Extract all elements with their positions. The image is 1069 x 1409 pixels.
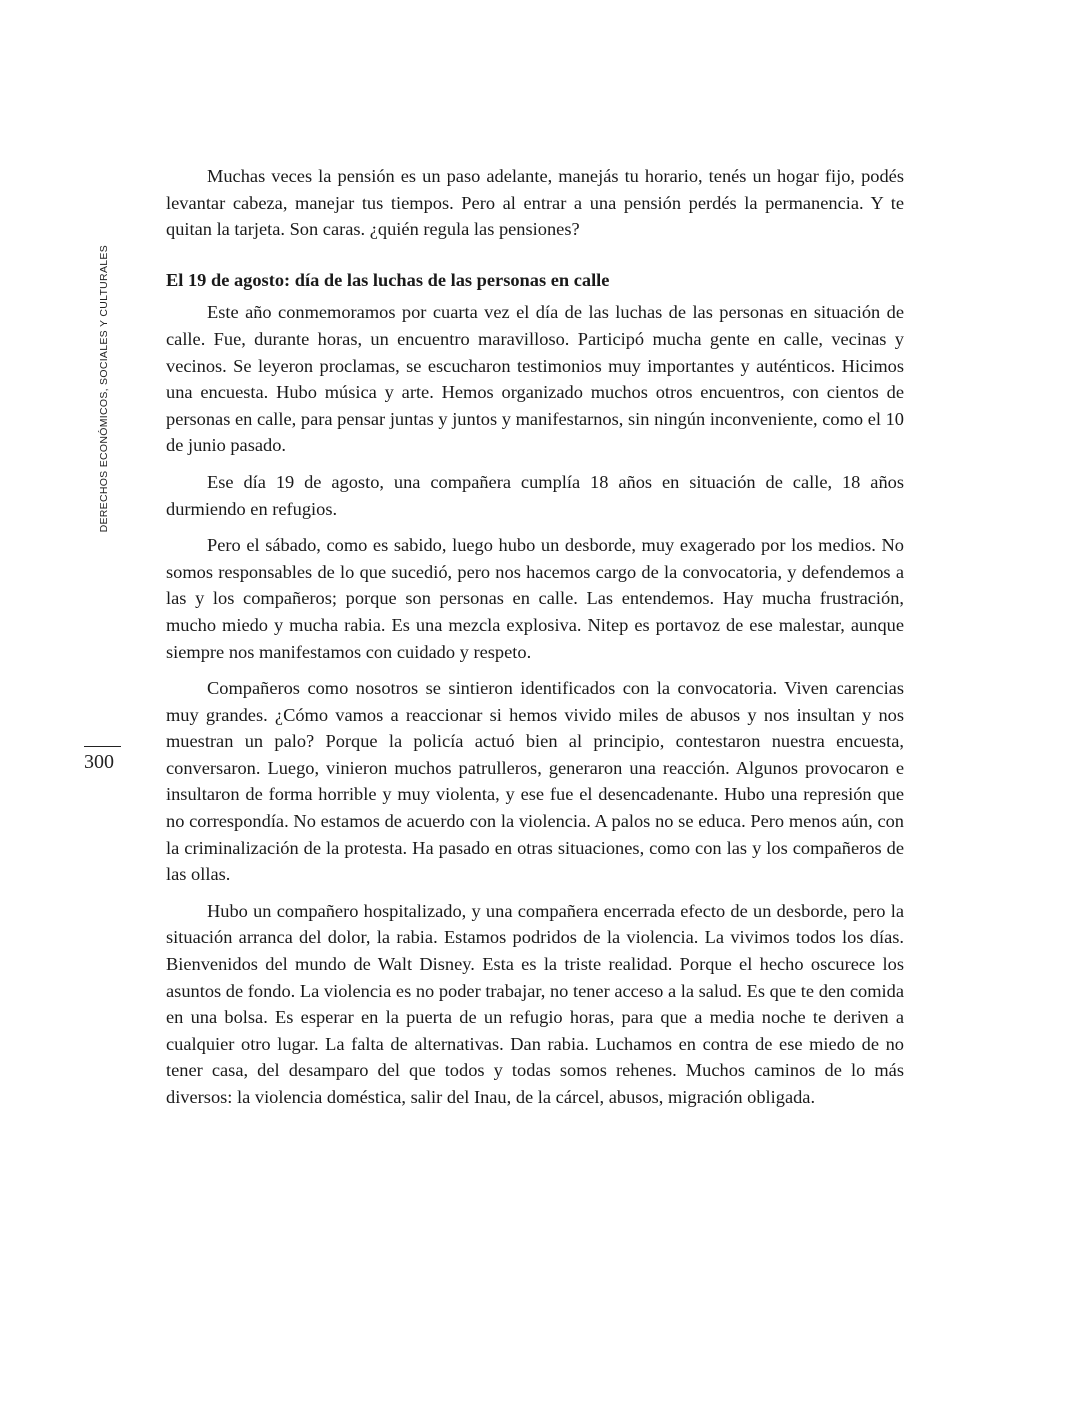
page-number-block [84,746,121,773]
body-text [166,163,904,1121]
page-number: 300 [84,751,114,773]
paragraph: Pero el sábado, como es sabido, luego hubo un desborde, muy exagerado por los medios. No somos responsables de lo que sucedió, pero nos hacemos cargo de la convocatoria, y defendemos a las y los compañeros; porque son personas en calle. Las entendemos. Hay mucha frustración, mucho miedo y mucha rabia. Es una mezcla explosiva. Nitep es portavoz de ese malestar, aunque siempre nos manifestamos con cuidado y respeto. [166,535,904,662]
page-number-rule [84,746,121,747]
section-heading: El 19 de agosto: día de las luchas de las personas en calle [166,269,610,290]
paragraph: Muchas veces la pensión es un paso adelante, manejás tu horario, tenés un hogar fijo, podés levantar cabeza, manejar tus tiempos. Pero al entrar a una pensión perdés la permanencia. Y te quitan la tarjeta. Son caras. ¿quién regula las pensiones? [166,166,904,240]
running-header: DERECHOS ECONÓMICOS, SOCIALES Y CULTURALES [98,245,110,533]
paragraph: Ese día 19 de agosto, una compañera cumplía 18 años en situación de calle, 18 años durmiendo en refugios. [166,471,904,519]
paragraph: Compañeros como nosotros se sintieron identificados con la convocatoria. Viven carencias muy grandes. ¿Cómo vamos a reaccionar si hemos vivido miles de abusos y nos insultan y nos muestran un palo? Porque la policía actuó bien al principio, contestaron nuestra encuesta, conversaron. Luego, vinieron muchos patrulleros, generaron una reacción. Algunos provocaron e insultaron de forma horrible y muy violenta, y ese fue el desencadenante. Hubo una represión que no correspondía. No estamos de acuerdo con la violencia. A palos no se educa. Pero menos aún, con la criminalización de la protesta. Ha pasado en otras situaciones, como con las y los compañeros de las ollas. [166,678,904,885]
paragraph: Hubo un compañero hospitalizado, y una compañera encerrada efecto de un desborde, pero la situación arranca del dolor, la rabia. Estamos podridos de la violencia. La vivimos todos los días. Bienvenidos del mundo de Walt Disney. Esta es la triste realidad. Porque el hecho oscurece los asuntos de fondo. La violencia es no poder trabajar, no tener acceso a la salud. Es que te den comida en una bolsa. Es esperar en la puerta de un refugio horas, para que a media noche te deriven a cualquier otro lugar. La falta de alternativas. Dan rabia. Luchamos en contra de ese miedo de no tener casa, del desamparo del que todos y todas somos rehenes. Muchos caminos de lo más diversos: la violencia doméstica, salir del Inau, de la cárcel, abusos, migración obligada. [166,900,904,1107]
paragraph: Este año conmemoramos por cuarta vez el día de las luchas de las personas en situación de calle. Fue, durante horas, un encuentro maravilloso. Participó mucha gente en calle, vecinas y vecinos. Se leyeron proclamas, se escucharon testimonios muy importantes y auténticos. Hicimos una encuesta. Hubo música y arte. Hemos organizado muchos otros encuentros, con cientos de personas en calle, para pensar juntas y juntos y manifestarnos, sin ningún inconveniente, como el 10 de junio pasado. [166,302,904,456]
